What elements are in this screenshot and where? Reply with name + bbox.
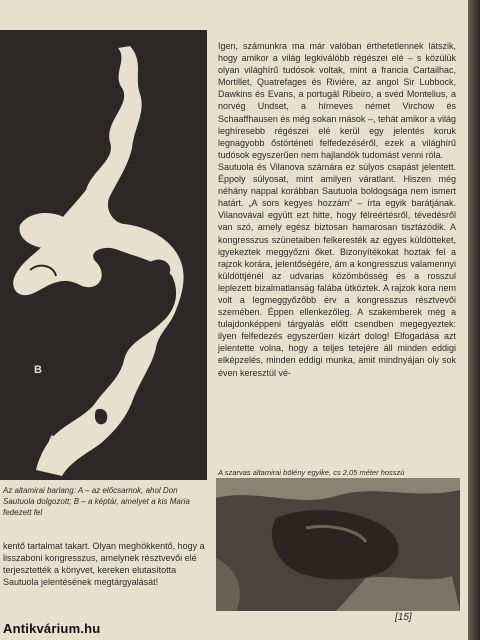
right-text-column — [218, 40, 456, 379]
page-number: [15] — [395, 612, 412, 623]
watermark: Antikvárium.hu — [3, 621, 101, 636]
cave-map-drawing — [0, 30, 207, 480]
cave-map-caption: Az altamirai barlang: A – az előcsarnok, ahol Don Sautuola dolgozott; B – a képtár, amelyet a kis Maria fedezett fel — [3, 486, 190, 517]
photo-caption: A szarvas altamirai bölény egyike, cs 2,05 méter hosszú — [218, 468, 405, 477]
paragraph: Igen, számunkra ma már valóban érthetetlennek látszik, hogy amikor a világ legkiválóbb régészei elé – s közülük olyan világhírű tudósok voltak, mint a francia Cartailhac, Mortillet, Quatrefages és Rivière, az angol Sir Lubbock, Dawkins és Evans, a portugál Ribeiro, a svéd Montelius, a norvég Undset, a hírneves német Virchow és Schaaffhausen és még sokan mások –, tehát amikor a világ leghíresebb régészei elé kerül egy jelentés koruk legnagyobb őstörténeti felfedezéséről, ezek a világhírű tudósok egyszerűen nem hajlandók tudomást venni róla. — [218, 41, 456, 160]
left-body-text: kentő tartalmat takart. Olyan meghökkentő, hogy a lisszaboni kongresszus, amelynek résztvevői elé terjesztették a könyvet, kereken elutasította Sautuola jelentésének megtárgyalását! — [3, 541, 205, 587]
bison-photo — [216, 478, 460, 611]
page-edge — [468, 0, 480, 640]
cave-map-illustration — [0, 30, 207, 480]
bison-painting — [216, 478, 460, 611]
map-label-a: A — [48, 434, 56, 446]
paragraph: Sautuola és Vilanova számára ez súlyos csapást jelentett. Éppoly súlyosat, mint amilyen váratlant. Hiszen még néhány nappal korábban Sautuola boldogsága nem ismert határt. „A sors kegyes hozzám” – írta egyik barátjának. Vilanovával együtt ezt hitte, hogy félreértésről, tévedésről van szó, amely egész biztosan hamarosan tisztázódik. A kongresszus szünetaiben felkeresték az egyes küldötteket, igyekeztek meggyőzni őket. Bizonyítékokat hoztak fel a rajzok korára, jelentőségére, ám a kongresszus valamennyi küldöttjénél az udvarias közömbösség és a rosszul leplezett bizalmatlanság falába ütköztek. A rajzok kora nem volt a legmeggyőzőbb érv a kongresszus résztvevői szemében. Éppen ellenkezőleg. A szakemberek még a tulajdonképpeni tárgyalás előtt csendben megegyeztek: ilyen felfedezés egyszerűen kizárt dolog! Elfogadása azt jelentette volna, hogy a teljes tetejére áll minden eddigi elképzelés, minden eddigi munka, amit mindnyájan oly sok éven keresztül vé- — [218, 161, 456, 378]
map-label-b: B — [34, 364, 42, 376]
